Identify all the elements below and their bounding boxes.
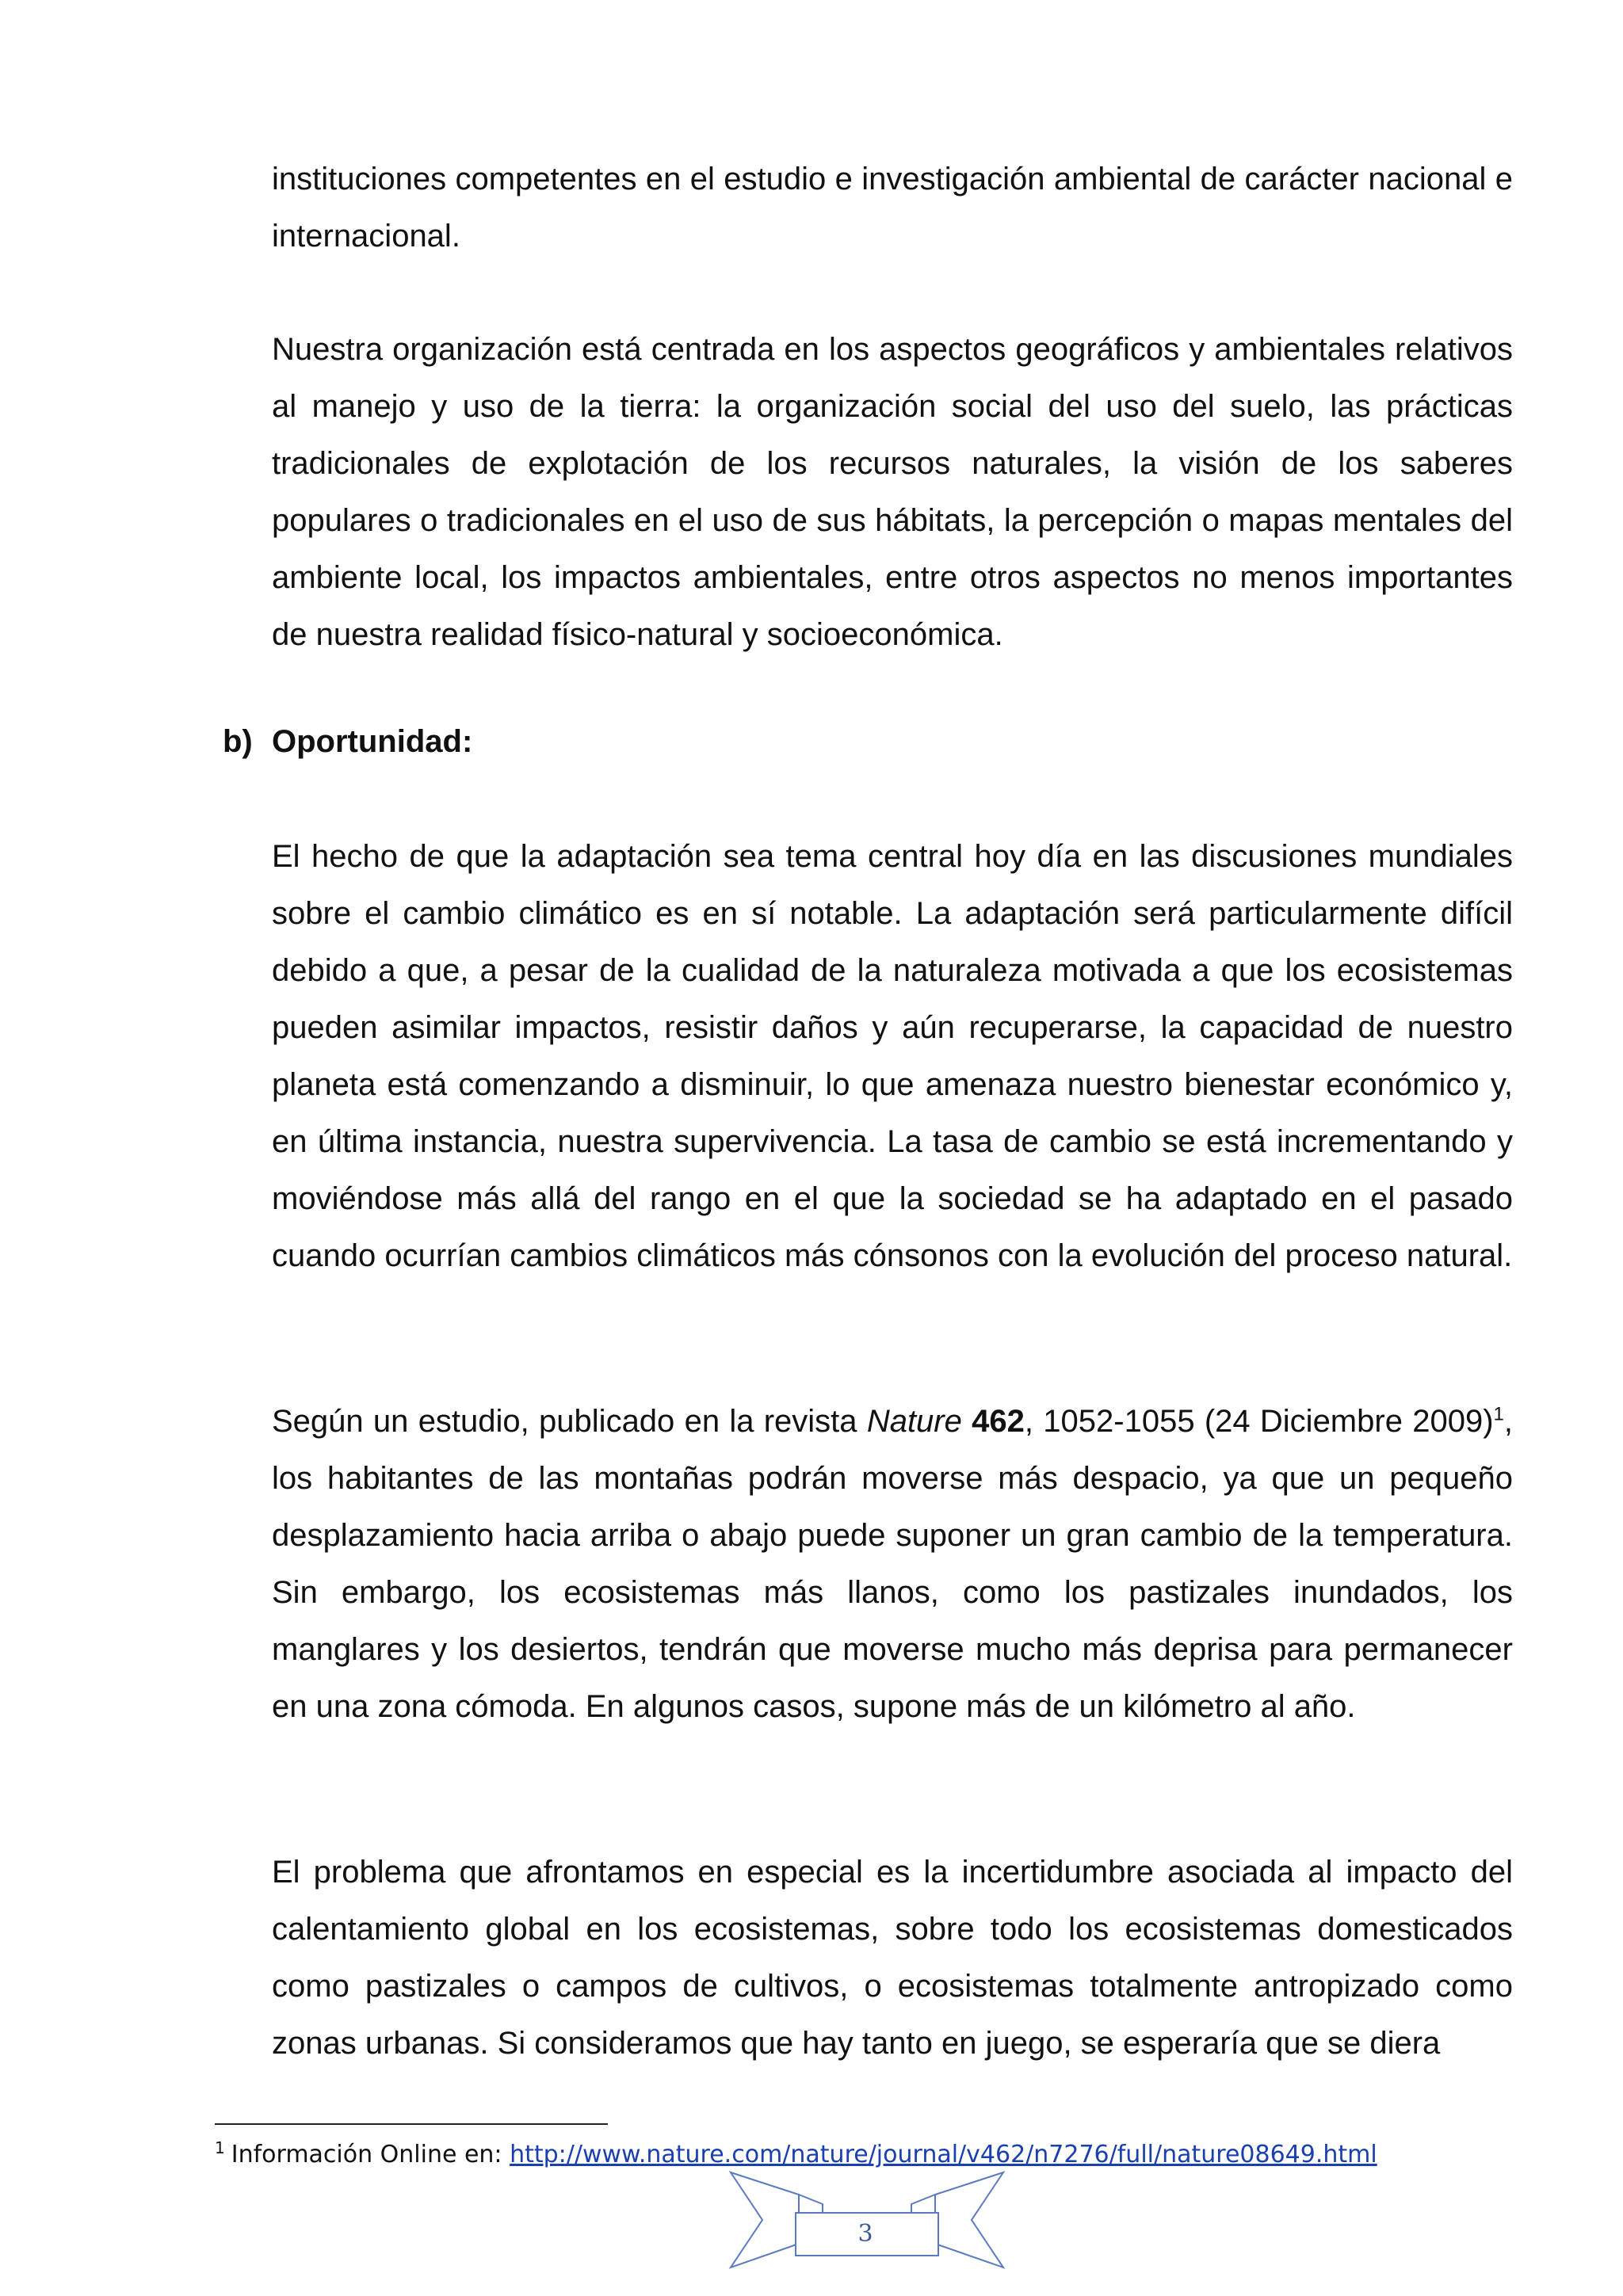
paragraph-2: Nuestra organización está centrada en los aspectos geográficos y ambientales relativos al manejo y uso de la tierra: la organización social del uso del suelo, las prácticas tradicionales de explotación de los recursos naturales, la visión de los saberes populares o tradicionales en el uso de sus hábitats, la percepción o mapas mentales del ambiente local, los impactos ambientales, entre otros aspectos no menos importantes de nuestra realidad físico-natural y socioeconómica.: [272, 332, 1513, 652]
paragraph-3: El hecho de que la adaptación sea tema central hoy día en las discusiones mundiales sobre el cambio climático es en sí notable. La adaptación será particularmente difícil debido a que, a pesar de la cualidad de la naturaleza motivada a que los ecosistemas pueden asimilar impactos, resistir daños y aún recuperarse, la capacidad de nuestro planeta está comenzando a disminuir, lo que amenaza nuestro bienestar económico y, en última instancia, nuestra supervivencia. La tasa de cambio se está incrementando y moviéndose más allá del rango en el que la sociedad se ha adaptado en el pasado cuando ocurrían cambios climáticos más cónsonos con la evolución del proceso natural.: [272, 839, 1513, 1273]
footnote-label: Información Online en:: [231, 2141, 510, 2168]
footnote-number: 1: [215, 2138, 225, 2157]
paragraph-5: El problema que afrontamos en especial es la incertidumbre asociada al impacto del calentamiento global en los ecosistemas, sobre todo los ecosistemas domesticados como pastizales o campos de cultivos, o ecosistemas totalmente antropizado como zonas urbanas. Si consideramos que hay tanto en juego, se esperaría que se diera: [272, 1855, 1513, 2061]
paragraph-1: instituciones competentes en el estudio e investigación ambiental de carácter nacional e internacional.: [272, 162, 1513, 254]
p4-intro: Según un estudio, publicado en la revista: [272, 1404, 867, 1439]
journal-citation: , 1052-1055 (24 Diciembre 2009): [1024, 1404, 1494, 1439]
section-marker: b): [223, 724, 253, 759]
journal-volume: 462: [972, 1404, 1025, 1439]
section-title: Oportunidad:: [272, 724, 473, 759]
section-heading: [223, 713, 472, 770]
p4-rest: , los habitantes de las montañas podrán moverse más despacio, ya que un pequeño desplazamiento hacia arriba o abajo puede suponer un gran cambio de la temperatura. Sin embargo, los ecosistemas más llanos, como los pastizales inundados, los manglares y los desiertos, tendrán que moverse mucho más deprisa para permanecer en una zona cómoda. En algunos casos, supone más de un kilómetro al año.: [272, 1404, 1513, 1724]
page-number: 3: [857, 2220, 873, 2248]
paragraph-4: [272, 1393, 1513, 1735]
footnote-reference[interactable]: 1: [1493, 1403, 1504, 1425]
footnote-divider: [215, 2123, 608, 2125]
footnote-link[interactable]: http://www.nature.com/nature/journal/v462/n7276/full/nature08649.html: [510, 2141, 1377, 2168]
journal-name: Nature: [866, 1404, 962, 1439]
